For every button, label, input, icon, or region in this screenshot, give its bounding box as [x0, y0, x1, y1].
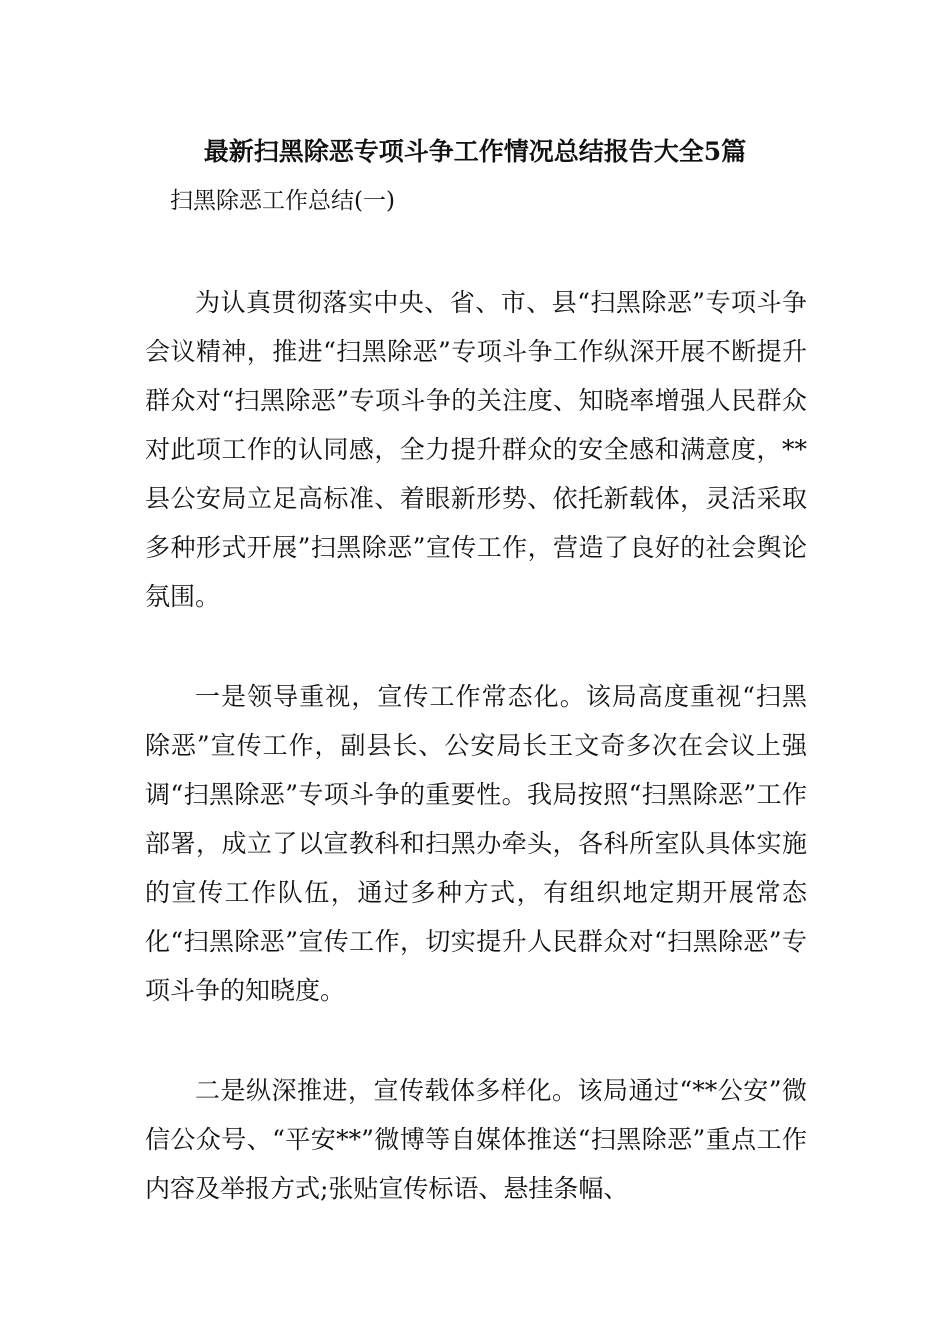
- paragraph-intro: 为认真贯彻落实中央、省、市、县“扫黑除恶”专项斗争会议精神，推进“扫黑除恶”专项斗争工作纵深开展不断提升群众对“扫黑除恶”专项斗争的关注度、知晓率增强人民群众对此项工作的认同感，全力提升群众的安全感和满意度，**县公安局立足高标准、着眼新形势、依托新载体，灵活采取多种形式开展”扫黑除恶”宣传工作，营造了良好的社会舆论氛围。: [145, 288, 807, 611]
- paragraph-carriers: 二是纵深推进，宣传载体多样化。该局通过“**公安”微信公众号、“平安**”微博等自媒体推送“扫黑除恶”重点工作内容及举报方式;张贴宣传标语、悬挂条幅、: [145, 1076, 807, 1203]
- document-title: 最新扫黑除恶专项斗争工作情况总结报告大全5篇: [203, 137, 747, 166]
- paragraph-leadership: 一是领导重视，宣传工作常态化。该局高度重视“扫黑除恶”宣传工作，副县长、公安局长王文奇多次在会议上强调“扫黑除恶”专项斗争的重要性。我局按照“扫黑除恶”工作部署，成立了以宣教科和扫黑办牵头，各科所室队具体实施的宣传工作队伍，通过多种方式，有组织地定期开展常态化“扫黑除恶”宣传工作，切实提升人民群众对“扫黑除恶”专项斗争的知晓度。: [145, 682, 807, 1005]
- section-subtitle: 扫黑除恶工作总结(一): [170, 188, 395, 214]
